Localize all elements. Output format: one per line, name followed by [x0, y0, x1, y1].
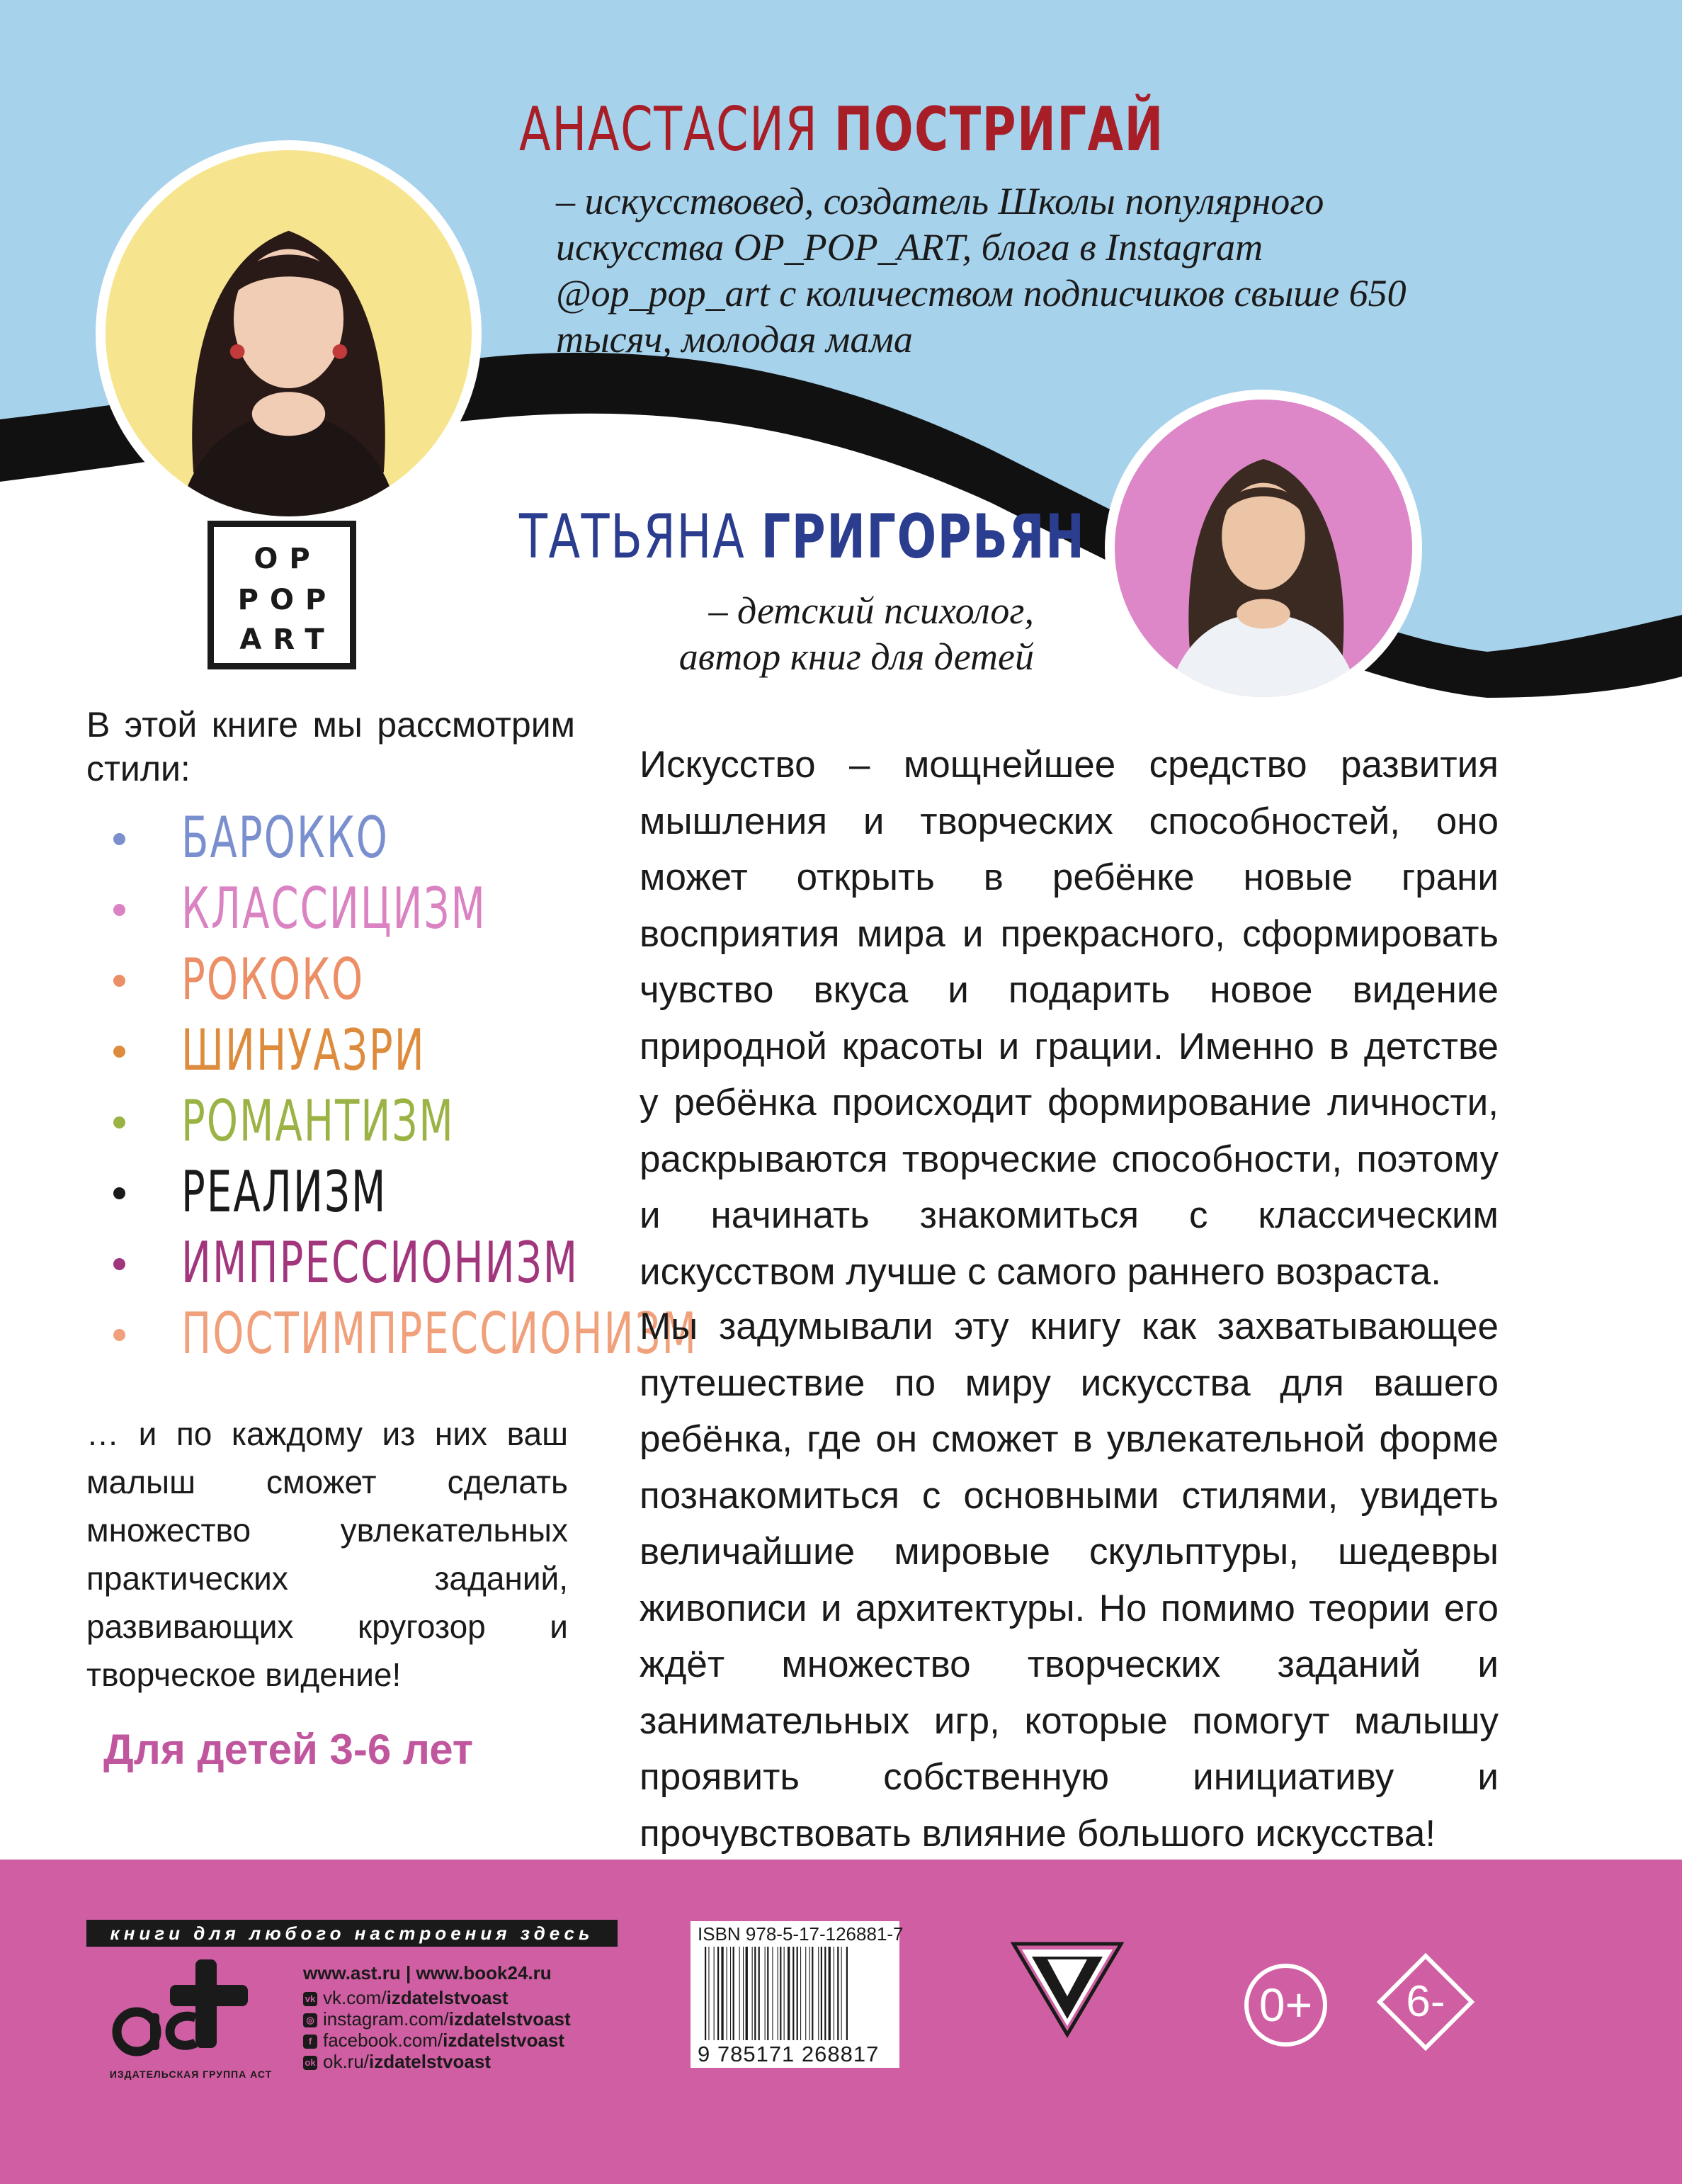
bullet-dot-icon [113, 1258, 125, 1270]
barcode-bar [818, 1947, 819, 2040]
ast-publisher-logo [105, 1955, 268, 2061]
social-link[interactable] [303, 2051, 571, 2072]
body-paragraph-1: Искусство – мощнейшее средство развития мышления и творческих способностей, оно может открыть в ребёнке новые грани восприятия мира и прекрасного, сформировать чувство вкуса и подарить новое видение природной красоты и грации. Именно в детстве у ребёнка происходит формирование личности, раскрываются творческие способности, поэтому и начинать знакомиться с классическим искусством лучше с самого раннего возраста. [640, 744, 1499, 1293]
bullet-dot-icon [113, 975, 125, 987]
barcode-bar [746, 1947, 748, 2040]
age-recommendation: Для детей 3-6 лет [103, 1726, 474, 1773]
author-2-first-name: ТАТЬЯНА [519, 502, 746, 572]
publisher-caption: ИЗДАТЕЛЬСКАЯ ГРУППА АСТ [109, 2069, 273, 2080]
barcode-bar [788, 1947, 790, 2040]
author-2-bio-line-2: автор книг для детей [678, 635, 1034, 678]
barcode-bar [758, 1947, 760, 2040]
barcode-bar [721, 1947, 723, 2040]
social-link[interactable] [303, 2008, 571, 2030]
author-1-name [519, 94, 1164, 165]
barcode-bar [772, 1947, 773, 2040]
age-rating-badge: 0+ [1244, 1964, 1327, 2047]
barcode-bar [824, 1947, 826, 2040]
styles-intro: В этой книге мы рассмотрим стили: [86, 705, 575, 788]
bullet-dot-icon [113, 1046, 125, 1058]
barcode-bar [784, 1947, 785, 2040]
style-label: РОКОКО [181, 946, 365, 1012]
isbn-barcode [691, 1921, 904, 2068]
social-link[interactable] [303, 2030, 571, 2051]
barcode-bar [754, 1947, 756, 2040]
social-link-handle: izdatelstvoast [443, 2030, 565, 2051]
style-label: БАРОККО [181, 805, 389, 871]
imprint-v-logo [1011, 1940, 1124, 2039]
barcode-digits: 9 785171 268817 [698, 2042, 880, 2066]
barcode-bar [739, 1947, 740, 2040]
instagram-icon: ◎ [303, 2013, 317, 2027]
author-1-last-name: ПОСТРИГАЙ [834, 94, 1164, 165]
author-2-name [519, 502, 1086, 572]
social-links [303, 1987, 571, 2072]
social-link-handle: izdatelstvoast [386, 1987, 508, 2008]
author-1-photo [96, 140, 482, 526]
styles-outro: … и по каждому из них ваш малыш сможет сделать множество увлекательных практических заданий, развивающих кругозор и творческое видение! [86, 1415, 568, 1693]
style-label: ИМПРЕССИОНИЗМ [181, 1230, 579, 1296]
social-link-domain: vk.com/ [323, 1987, 387, 2008]
barcode-bar [805, 1947, 806, 2040]
author-2-bio [425, 588, 1034, 680]
barcode-bar [797, 1947, 798, 2040]
bullet-dot-icon [113, 1116, 125, 1128]
bullet-dot-icon [113, 833, 125, 845]
logo-line-3: ART [239, 623, 336, 656]
bullet-dot-icon [113, 1187, 125, 1199]
author-1-first-name: АНАСТАСИЯ [519, 94, 819, 165]
social-link[interactable] [303, 1987, 571, 2008]
barcode-bar [708, 1947, 709, 2040]
style-label: ПОСТИМПРЕССИОНИЗМ [181, 1301, 698, 1367]
author-2-bio-line-1: – детский психолог, [708, 589, 1034, 632]
barcode-bar [846, 1947, 848, 2040]
barcode-bar [792, 1947, 794, 2040]
odnoklassniki-icon: ok [303, 2056, 317, 2070]
barcode-bar [800, 1947, 801, 2040]
op-pop-art-logo [208, 521, 356, 669]
barcode-bar [705, 1947, 706, 2040]
author-1-bio: – искусствовед, создатель Школы популярного искусства OP_POP_ART, блога в Instagram @op_pop_art с количеством подписчиков свыше 650 тысяч, молодая мама [556, 180, 1407, 361]
age-rating-alt: 6- [1406, 1977, 1445, 2026]
barcode-bar [752, 1947, 753, 2040]
style-label: КЛАССИЦИЗМ [181, 876, 487, 941]
style-label: РЕАЛИЗМ [181, 1159, 387, 1225]
body-paragraph-2: Мы задумывали эту книгу как захватывающее путешествие по миру искусства для вашего ребёнка, где он сможет в увлекательной форме познакомиться с основными стилями, увидеть величайшие мировые скульптуры, шедевры живописи и архитектуры. Но помимо теории его ждёт множество творческих заданий и занимательных игр, которые помогут малышу проявить собственную инициативу и прочувствовать влияние большого искусства! [640, 1306, 1499, 1855]
barcode-bar [809, 1947, 810, 2040]
barcode-bar [841, 1947, 842, 2040]
social-link-domain: facebook.com/ [323, 2030, 443, 2051]
barcode-bar [714, 1947, 715, 2040]
facebook-icon: f [303, 2035, 317, 2049]
bullet-dot-icon [113, 1329, 125, 1341]
logo-line-1: OP [254, 543, 322, 575]
social-link-handle: izdatelstvoast [448, 2008, 571, 2030]
footer-tagline: книги для любого настроения здесь [86, 1920, 618, 1947]
author-2-portrait-illustration [1115, 400, 1412, 697]
style-label: ШИНУАЗРИ [181, 1017, 426, 1083]
barcode-bar [730, 1947, 731, 2040]
author-2-last-name: ГРИГОРЬЯН [761, 502, 1086, 572]
social-link-domain: instagram.com/ [323, 2008, 449, 2030]
barcode-bar [767, 1947, 768, 2040]
barcode-bar [829, 1947, 831, 2040]
barcode-bar [821, 1947, 822, 2040]
barcode-bar [837, 1947, 839, 2040]
barcode-bar [780, 1947, 781, 2040]
social-link-domain: ok.ru/ [323, 2051, 370, 2072]
publisher-websites[interactable]: www.ast.ru | www.book24.ru [303, 1962, 552, 1984]
barcode-bar [733, 1947, 734, 2040]
barcode-bar [717, 1947, 719, 2040]
isbn-text: ISBN 978-5-17-126881-7 [698, 1923, 904, 1945]
logo-line-2: POP [237, 584, 338, 616]
bullet-dot-icon [113, 904, 125, 916]
author-1-portrait-illustration [106, 150, 472, 516]
barcode-bar [743, 1947, 744, 2040]
social-link-handle: izdatelstvoast [369, 2051, 491, 2072]
vk-icon: vk [303, 1992, 317, 2006]
barcode-bar [812, 1947, 813, 2040]
barcode-bars [705, 1947, 887, 2040]
barcode-bar [765, 1947, 766, 2040]
style-label: РОМАНТИЗМ [181, 1088, 455, 1154]
author-2-photo [1105, 390, 1422, 707]
